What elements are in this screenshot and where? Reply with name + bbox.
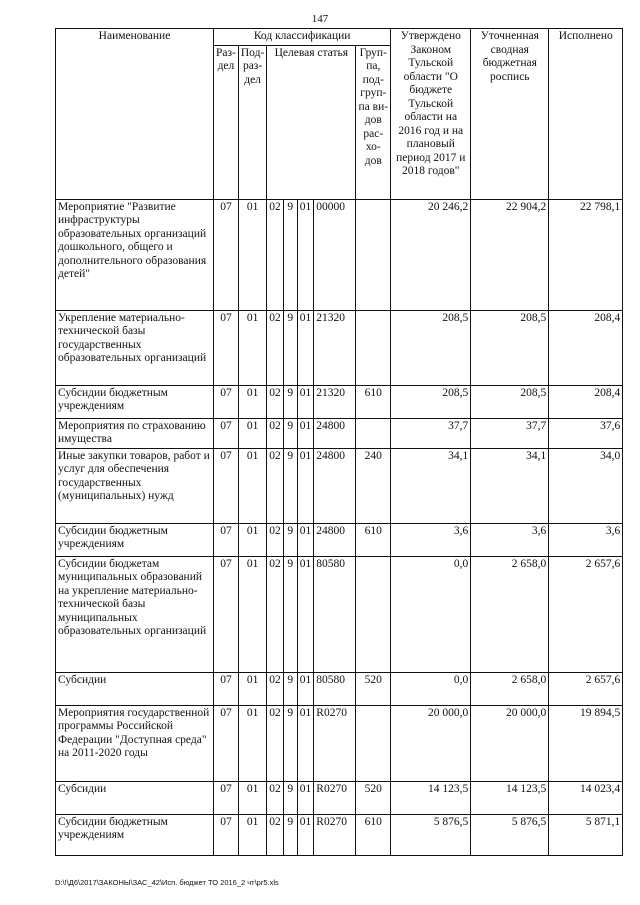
cell-name: Субсидии бюджетным учреждениям bbox=[56, 523, 214, 556]
cell-p3: 01 bbox=[297, 199, 314, 310]
cell-p1: 02 bbox=[267, 448, 284, 523]
file-path-footer: D:\!\Д6\2017\ЗАКОНЫ\ЗАС_42\Исп. бюджет ТО 2016_2 чт\pr5.xls bbox=[55, 878, 279, 887]
cell-name: Укрепление материально-технической базы государственных образовательных организаций bbox=[56, 310, 214, 385]
cell-executed: 37,6 bbox=[549, 418, 623, 448]
cell-executed: 208,4 bbox=[549, 385, 623, 418]
header-subsection: Под-раз-дел bbox=[238, 45, 266, 199]
cell-p1: 02 bbox=[267, 418, 284, 448]
cell-p3: 01 bbox=[297, 385, 314, 418]
cell-refined: 20 000,0 bbox=[471, 705, 549, 781]
cell-approved: 20 246,2 bbox=[391, 199, 471, 310]
cell-p3: 01 bbox=[297, 814, 314, 855]
header-executed: Исполнено bbox=[549, 29, 623, 200]
cell-group: 520 bbox=[356, 672, 391, 705]
cell-p1: 02 bbox=[267, 199, 284, 310]
budget-table bbox=[55, 28, 623, 856]
cell-approved: 20 000,0 bbox=[391, 705, 471, 781]
cell-section: 07 bbox=[214, 672, 239, 705]
cell-p3: 01 bbox=[297, 705, 314, 781]
cell-p3: 01 bbox=[297, 556, 314, 672]
cell-p1: 02 bbox=[267, 310, 284, 385]
header-name: Наименование bbox=[56, 29, 214, 200]
cell-refined: 3,6 bbox=[471, 523, 549, 556]
cell-approved: 0,0 bbox=[391, 672, 471, 705]
cell-p1: 02 bbox=[267, 523, 284, 556]
cell-section: 07 bbox=[214, 781, 239, 814]
header-section: Раз-дел bbox=[214, 45, 239, 199]
cell-executed: 14 023,4 bbox=[549, 781, 623, 814]
cell-group: 610 bbox=[356, 814, 391, 855]
cell-p4: 80580 bbox=[314, 556, 356, 672]
cell-subsection: 01 bbox=[238, 448, 266, 523]
cell-group bbox=[356, 418, 391, 448]
table-row bbox=[56, 781, 623, 814]
header-code-group: Код классификации bbox=[214, 29, 391, 46]
cell-p1: 02 bbox=[267, 781, 284, 814]
cell-refined: 208,5 bbox=[471, 385, 549, 418]
cell-p3: 01 bbox=[297, 448, 314, 523]
cell-p2: 9 bbox=[283, 385, 297, 418]
header-refined: Уточненная сводная бюджетная роспись bbox=[471, 29, 549, 200]
cell-refined: 2 658,0 bbox=[471, 556, 549, 672]
cell-section: 07 bbox=[214, 814, 239, 855]
table-row bbox=[56, 556, 623, 672]
cell-subsection: 01 bbox=[238, 781, 266, 814]
cell-executed: 3,6 bbox=[549, 523, 623, 556]
cell-approved: 3,6 bbox=[391, 523, 471, 556]
cell-p3: 01 bbox=[297, 310, 314, 385]
table-row bbox=[56, 672, 623, 705]
cell-name: Мероприятия государственной программы Российской Федерации "Доступная среда" на 2011-2020 годы bbox=[56, 705, 214, 781]
cell-section: 07 bbox=[214, 418, 239, 448]
cell-section: 07 bbox=[214, 705, 239, 781]
cell-refined: 22 904,2 bbox=[471, 199, 549, 310]
cell-approved: 208,5 bbox=[391, 310, 471, 385]
cell-p1: 02 bbox=[267, 814, 284, 855]
cell-p4: 24800 bbox=[314, 418, 356, 448]
cell-executed: 34,0 bbox=[549, 448, 623, 523]
cell-p2: 9 bbox=[283, 705, 297, 781]
cell-p2: 9 bbox=[283, 781, 297, 814]
cell-group bbox=[356, 199, 391, 310]
cell-name: Субсидии бюджетным учреждениям bbox=[56, 385, 214, 418]
table-row bbox=[56, 199, 623, 310]
cell-approved: 34,1 bbox=[391, 448, 471, 523]
cell-approved: 5 876,5 bbox=[391, 814, 471, 855]
cell-p2: 9 bbox=[283, 556, 297, 672]
cell-executed: 19 894,5 bbox=[549, 705, 623, 781]
cell-p4: R0270 bbox=[314, 814, 356, 855]
cell-name: Мероприятие "Развитие инфраструктуры образовательных организаций дошкольного, общего и дополнительного образования детей" bbox=[56, 199, 214, 310]
cell-p2: 9 bbox=[283, 199, 297, 310]
cell-group: 240 bbox=[356, 448, 391, 523]
header-expense-group: Груп-па, под-груп-па ви-дов рас-хо-дов bbox=[356, 45, 391, 199]
cell-subsection: 01 bbox=[238, 556, 266, 672]
cell-p2: 9 bbox=[283, 672, 297, 705]
cell-p4: 00000 bbox=[314, 199, 356, 310]
cell-p1: 02 bbox=[267, 556, 284, 672]
cell-p4: 24800 bbox=[314, 448, 356, 523]
cell-name: Субсидии bbox=[56, 781, 214, 814]
cell-p4: 24800 bbox=[314, 523, 356, 556]
cell-p2: 9 bbox=[283, 310, 297, 385]
cell-executed: 208,4 bbox=[549, 310, 623, 385]
header-target-article: Целевая статья bbox=[267, 45, 356, 199]
cell-group bbox=[356, 556, 391, 672]
cell-refined: 14 123,5 bbox=[471, 781, 549, 814]
cell-approved: 208,5 bbox=[391, 385, 471, 418]
cell-refined: 208,5 bbox=[471, 310, 549, 385]
cell-group: 610 bbox=[356, 385, 391, 418]
cell-executed: 22 798,1 bbox=[549, 199, 623, 310]
cell-p3: 01 bbox=[297, 523, 314, 556]
cell-subsection: 01 bbox=[238, 705, 266, 781]
cell-p2: 9 bbox=[283, 448, 297, 523]
cell-p1: 02 bbox=[267, 385, 284, 418]
cell-p4: 80580 bbox=[314, 672, 356, 705]
table-row bbox=[56, 523, 623, 556]
table-row bbox=[56, 705, 623, 781]
cell-p1: 02 bbox=[267, 672, 284, 705]
cell-subsection: 01 bbox=[238, 385, 266, 418]
cell-p1: 02 bbox=[267, 705, 284, 781]
cell-subsection: 01 bbox=[238, 199, 266, 310]
cell-subsection: 01 bbox=[238, 523, 266, 556]
cell-p2: 9 bbox=[283, 418, 297, 448]
cell-name: Субсидии бюджетным учреждениям bbox=[56, 814, 214, 855]
cell-refined: 2 658,0 bbox=[471, 672, 549, 705]
cell-subsection: 01 bbox=[238, 814, 266, 855]
cell-section: 07 bbox=[214, 385, 239, 418]
cell-approved: 0,0 bbox=[391, 556, 471, 672]
cell-group bbox=[356, 310, 391, 385]
cell-p2: 9 bbox=[283, 523, 297, 556]
table-row bbox=[56, 310, 623, 385]
cell-subsection: 01 bbox=[238, 418, 266, 448]
cell-section: 07 bbox=[214, 556, 239, 672]
cell-group: 610 bbox=[356, 523, 391, 556]
cell-name: Субсидии бюджетам муниципальных образований на укрепление материально-технической базы муниципальных образовательных организаций bbox=[56, 556, 214, 672]
cell-executed: 2 657,6 bbox=[549, 556, 623, 672]
cell-section: 07 bbox=[214, 523, 239, 556]
table-row bbox=[56, 418, 623, 448]
cell-name: Мероприятия по страхованию имущества bbox=[56, 418, 214, 448]
cell-section: 07 bbox=[214, 199, 239, 310]
cell-p4: R0270 bbox=[314, 705, 356, 781]
cell-p2: 9 bbox=[283, 814, 297, 855]
cell-p3: 01 bbox=[297, 781, 314, 814]
cell-p4: R0270 bbox=[314, 781, 356, 814]
cell-subsection: 01 bbox=[238, 672, 266, 705]
cell-p4: 21320 bbox=[314, 385, 356, 418]
cell-approved: 14 123,5 bbox=[391, 781, 471, 814]
table-row bbox=[56, 385, 623, 418]
table-row bbox=[56, 814, 623, 855]
cell-p3: 01 bbox=[297, 418, 314, 448]
cell-subsection: 01 bbox=[238, 310, 266, 385]
cell-executed: 2 657,6 bbox=[549, 672, 623, 705]
cell-refined: 37,7 bbox=[471, 418, 549, 448]
cell-executed: 5 871,1 bbox=[549, 814, 623, 855]
cell-section: 07 bbox=[214, 448, 239, 523]
cell-p4: 21320 bbox=[314, 310, 356, 385]
cell-section: 07 bbox=[214, 310, 239, 385]
cell-approved: 37,7 bbox=[391, 418, 471, 448]
cell-name: Субсидии bbox=[56, 672, 214, 705]
cell-refined: 34,1 bbox=[471, 448, 549, 523]
page-number: 147 bbox=[311, 13, 329, 25]
table-row bbox=[56, 448, 623, 523]
cell-group bbox=[356, 705, 391, 781]
cell-p3: 01 bbox=[297, 672, 314, 705]
cell-group: 520 bbox=[356, 781, 391, 814]
cell-name: Иные закупки товаров, работ и услуг для обеспечения государственных (муниципальных) нужд bbox=[56, 448, 214, 523]
cell-refined: 5 876,5 bbox=[471, 814, 549, 855]
header-approved: Утверждено Законом Тульской области "О бюджете Тульской области на 2016 год и на плановый период 2017 и 2018 годов" bbox=[391, 29, 471, 200]
